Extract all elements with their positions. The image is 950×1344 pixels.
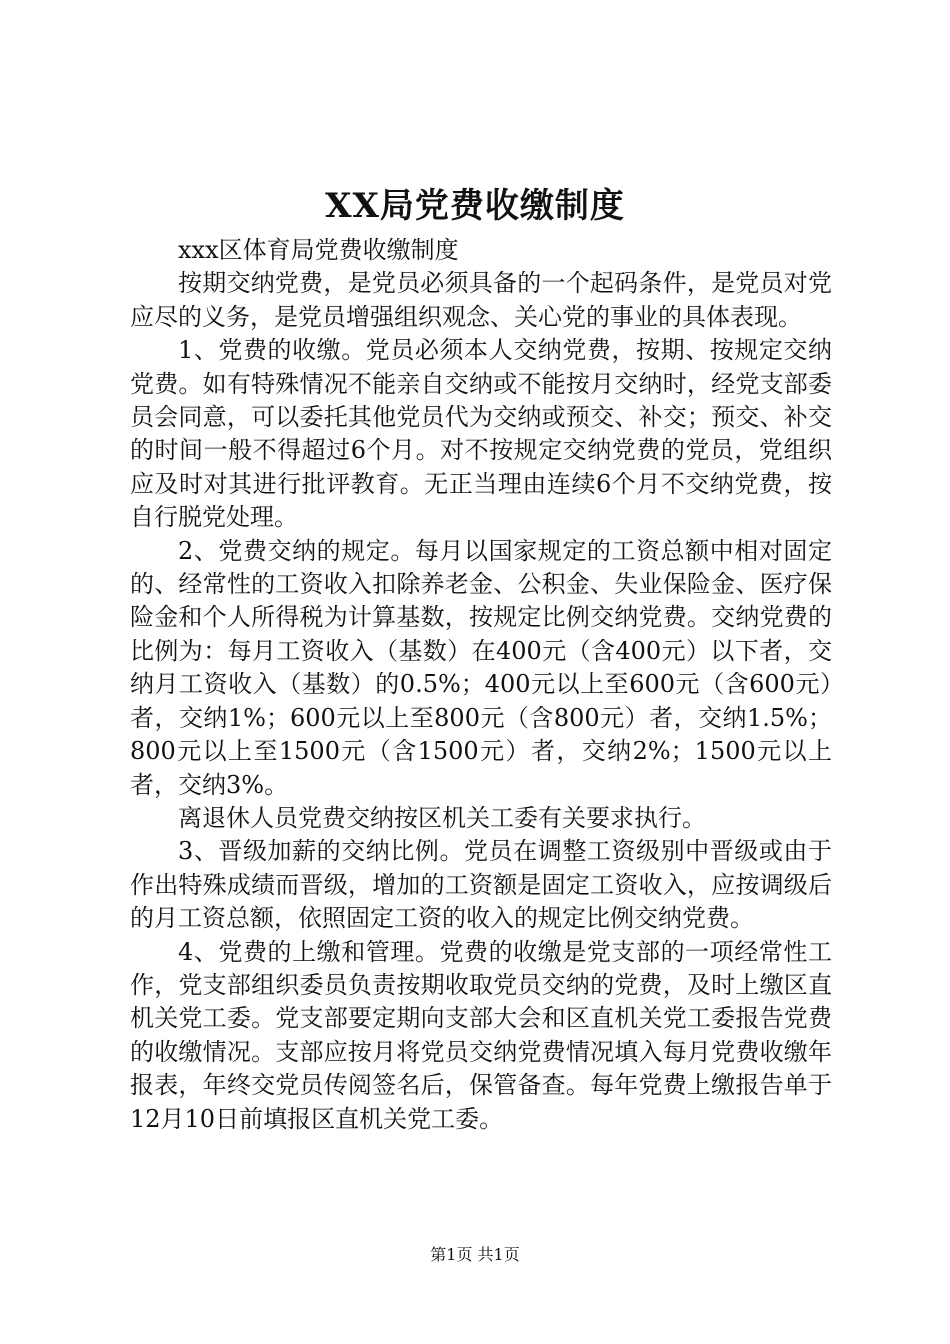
section-1-paragraph: 1、党费的收缴。党员必须本人交纳党费，按期、按规定交纳党费。如有特殊情况不能亲自交纳或不能按月交纳时，经党支部委员会同意，可以委托其他党员代为交纳或预交、补交；预交、补交的时间一般不得超过6个月。对不按规定交纳党费的党员，党组织应及时对其进行批评教育。无正当理由连续6个月不交纳党费，按自行脱党处理。	[130, 336, 832, 532]
intro-paragraph: 按期交纳党费，是党员必须具备的一个起码条件，是党员对党应尽的义务，是党员增强组织观念、关心党的事业的具体表现。	[130, 269, 832, 331]
page-footer: 第1页 共1页	[430, 1245, 520, 1264]
section-4-paragraph: 4、党费的上缴和管理。党费的收缴是党支部的一项经常性工作，党支部组织委员负责按期收取党员交纳的党费，及时上缴区直机关党工委。党支部要定期向支部大会和区直机关党工委报告党费的收缴情况。支部应按月将党员交纳党费情况填入每月党费收缴年报表，年终交党员传阅签名后，保管备查。每年党费上缴报告单于12月10日前填报区直机关党工委。	[130, 937, 832, 1133]
retiree-paragraph: 离退休人员党费交纳按区机关工委有关要求执行。	[178, 803, 706, 832]
document-body	[130, 234, 832, 1136]
section-3-paragraph: 3、晋级加薪的交纳比例。党员在调整工资级别中晋级或由于作出特殊成绩而晋级，增加的工资额是固定工资收入，应按调级后的月工资总额，依照固定工资的收入的规定比例交纳党费。	[130, 837, 832, 933]
document-title: XX局党费收缴制度	[325, 186, 625, 226]
section-2-paragraph: 2、党费交纳的规定。每月以国家规定的工资总额中相对固定的、经常性的工资收入扣除养老金、公积金、失业保险金、医疗保险金和个人所得税为计算基数，按规定比例交纳党费。交纳党费的比例为：每月工资收入（基数）在400元（含400元）以下者，交纳月工资收入（基数）的0.5%；400元以上至600元（含600元）者，交纳1%；600元以上至800元（含800元）者，交纳1.5%；800元以上至1500元（含1500元）者，交纳2%；1500元以上者，交纳3%。	[130, 536, 832, 799]
subtitle-paragraph: xxx区体育局党费收缴制度	[178, 236, 459, 264]
